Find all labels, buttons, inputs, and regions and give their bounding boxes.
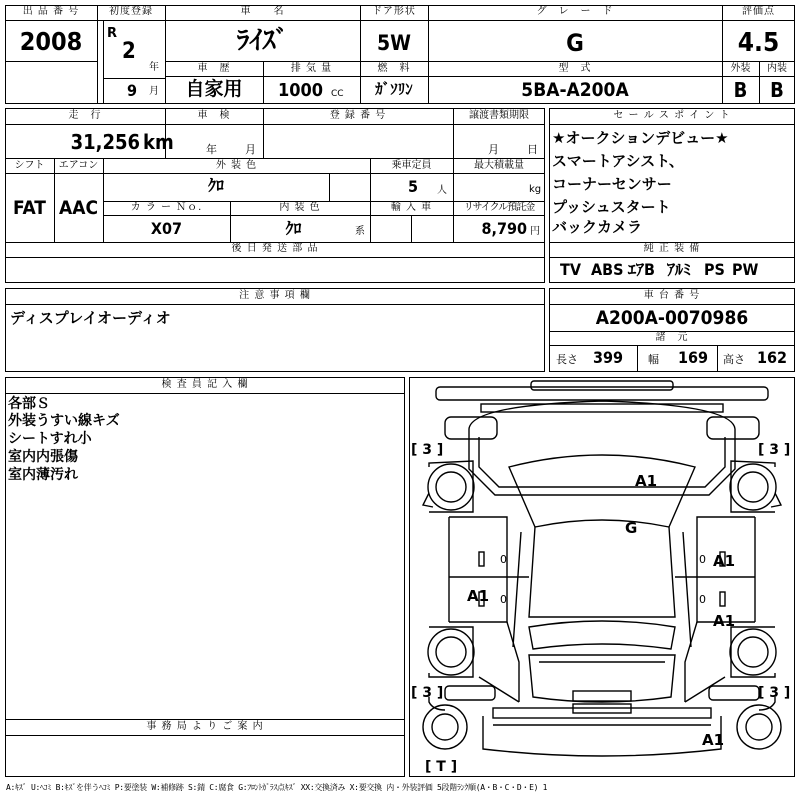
mileage-label: 走 行 (68, 110, 102, 121)
grade: G (566, 29, 584, 57)
era: R (107, 26, 118, 41)
int-color-label: 内 装 色 (279, 202, 321, 213)
mileage-unit: km (143, 130, 174, 154)
equipment-label: 純 正 装 備 (643, 243, 701, 254)
tire-mark-rear-left: [ 3 ] (411, 685, 444, 701)
equip-ps: PS (704, 260, 725, 279)
inspection-month-unit: 月 (245, 143, 256, 156)
int-color: ｸﾛ (285, 219, 302, 238)
score-label: 評価点 (742, 6, 775, 17)
mileage: 31,256 (70, 130, 140, 154)
sales-point-3: コーナーセンサー (552, 175, 672, 193)
model: 5BA-A200A (521, 79, 629, 101)
exterior-label: 外装 (730, 63, 751, 74)
tire-mark-front-left: [ 3 ] (411, 442, 444, 458)
sales-points-label: セ ー ル ス ポ イ ン ト (613, 110, 731, 121)
import-label: 輸 入 車 (390, 202, 433, 213)
displacement-unit: CC (331, 89, 344, 99)
recycle: 8,790 (481, 219, 527, 238)
inspector-line-3: シートすれ小 (8, 431, 92, 447)
mark-a1-hood: A1 (635, 472, 658, 490)
width-label: 幅 (648, 353, 659, 366)
inspection-label: 車 検 (197, 110, 231, 121)
sales-point-5: バックカメラ (552, 218, 643, 236)
inspector-label: 検 査 員 記 入 欄 (161, 379, 249, 390)
load-label: 最大積載量 (474, 160, 524, 171)
chassis-number: A200A-0070986 (595, 307, 749, 329)
equip-abs: ABS (591, 260, 624, 279)
interior-label: 内装 (767, 63, 787, 74)
color-no-label: カ ラ ー Ｎｏ. (130, 202, 203, 213)
capacity-label: 乗車定員 (391, 160, 432, 171)
doors: 5W (377, 31, 411, 55)
lot-number: 2008 (19, 27, 83, 56)
ext-color-label: 外 装 色 (215, 160, 258, 171)
score: 4.5 (737, 28, 780, 58)
reg-number-label: 登 録 番 号 (329, 110, 387, 121)
model-label: 型 式 (558, 63, 592, 74)
transfer-month: 月 (488, 143, 499, 156)
chassis-label: 車 台 番 号 (643, 290, 701, 301)
doors-label: ドア形状 (372, 6, 416, 17)
mark-g-windshield: G (625, 519, 638, 537)
shift-label: シフト (14, 160, 45, 171)
zero-mark-4: 0 (699, 593, 706, 606)
car-name: ﾗｲｽﾞ (236, 26, 289, 56)
mark-a1-right-front-door: A1 (713, 552, 736, 570)
grade-label: グ レ ー ド (536, 6, 614, 17)
load-unit: kg (529, 184, 542, 195)
equip-alloy: ｱﾙﾐ (667, 260, 692, 279)
car-name-label: 車 名 (240, 6, 285, 17)
history: 自家用 (185, 78, 243, 100)
width: 169 (678, 348, 709, 367)
sales-point-2: スマートアシスト、 (552, 152, 684, 170)
displacement-label: 排 気 量 (290, 63, 333, 74)
equip-airbag: ｴｱB (628, 260, 655, 279)
capacity-unit: 人 (437, 185, 447, 196)
zero-mark-1: 0 (500, 553, 507, 566)
inspector-line-1: 各部Ｓ (8, 396, 50, 412)
car-diagram (409, 377, 795, 777)
year-unit: 年 (149, 62, 159, 73)
exterior-grade: B (733, 78, 748, 102)
shift: FAT (13, 197, 46, 219)
zero-mark-3: 0 (699, 553, 706, 566)
length-label: 長さ (556, 353, 578, 366)
equip-pw: PW (732, 260, 759, 279)
fuel-label: 燃 料 (377, 63, 411, 74)
sales-point-4: プッシュスタート (552, 198, 671, 216)
legend: A:ｷｽﾞ U:ﾍｺﾐ B:ｷｽﾞを伴うﾍｺﾐ P:要塗装 W:補修跡 S:錆 C:腐食 G:ﾌﾛﾝﾄｶﾞﾗｽ点ｷｽﾞ XX:交換済み X:要交換 内・外装評価 5段階ﾗﾝｸ順(A・B・C・D・E) 1 (6, 783, 548, 792)
transfer-day: 日 (527, 143, 538, 156)
mark-a1-right-rear-door: A1 (713, 612, 736, 630)
inspection-year-unit: 年 (206, 143, 217, 156)
sales-point-1: ★オークションデビュー★ (552, 129, 729, 147)
zero-mark-2: 0 (500, 593, 507, 606)
capacity: 5 (408, 177, 419, 196)
office-label: 事 務 局 よ り ご 案 内 (146, 721, 264, 732)
recycle-label: リサイクル預託金 (463, 202, 535, 213)
inspector-line-4: 室内内張傷 (8, 449, 78, 465)
recycle-unit: 円 (530, 226, 540, 237)
transfer-label: 譲渡書類期限 (469, 110, 529, 121)
ext-color: ｸﾛ (207, 176, 224, 195)
spare-mark: [ T ] (425, 759, 458, 775)
lot-number-label: 出 品 番 号 (22, 6, 80, 17)
mark-a1-rear-bumper: A1 (702, 731, 725, 749)
spec-label: 諸 元 (655, 332, 689, 343)
month-unit: 月 (149, 86, 159, 97)
first-reg-label: 初度登録 (109, 6, 153, 17)
tire-mark-front-right: [ 3 ] (758, 442, 791, 458)
inspector-line-5: 室内薄汚れ (8, 467, 78, 483)
ac-label: エアコン (58, 160, 99, 171)
reg-year: 2 (122, 39, 136, 64)
length: 399 (593, 348, 624, 367)
int-color-unit: 系 (355, 226, 365, 237)
notes-label: 注 意 事 項 欄 (239, 290, 311, 301)
reg-month: 9 (127, 81, 138, 100)
ac: AAC (58, 197, 98, 219)
inspector-line-2: 外装うすい線キズ (8, 413, 120, 429)
tire-mark-rear-right: [ 3 ] (758, 685, 791, 701)
notes-text: ディスプレイオーディオ (10, 309, 171, 327)
history-label: 車 歴 (197, 63, 231, 74)
fuel: ｶﾞｿﾘﾝ (375, 80, 413, 98)
later-parts-label: 後 日 発 送 部 品 (231, 243, 319, 254)
height: 162 (757, 348, 788, 367)
displacement: 1000 (278, 80, 324, 101)
height-label: 高さ (723, 353, 745, 366)
interior-grade: B (770, 78, 784, 102)
equip-tv: TV (560, 260, 581, 279)
color-no: X07 (150, 219, 183, 238)
mark-a1-left-rear-door: A1 (467, 587, 490, 605)
